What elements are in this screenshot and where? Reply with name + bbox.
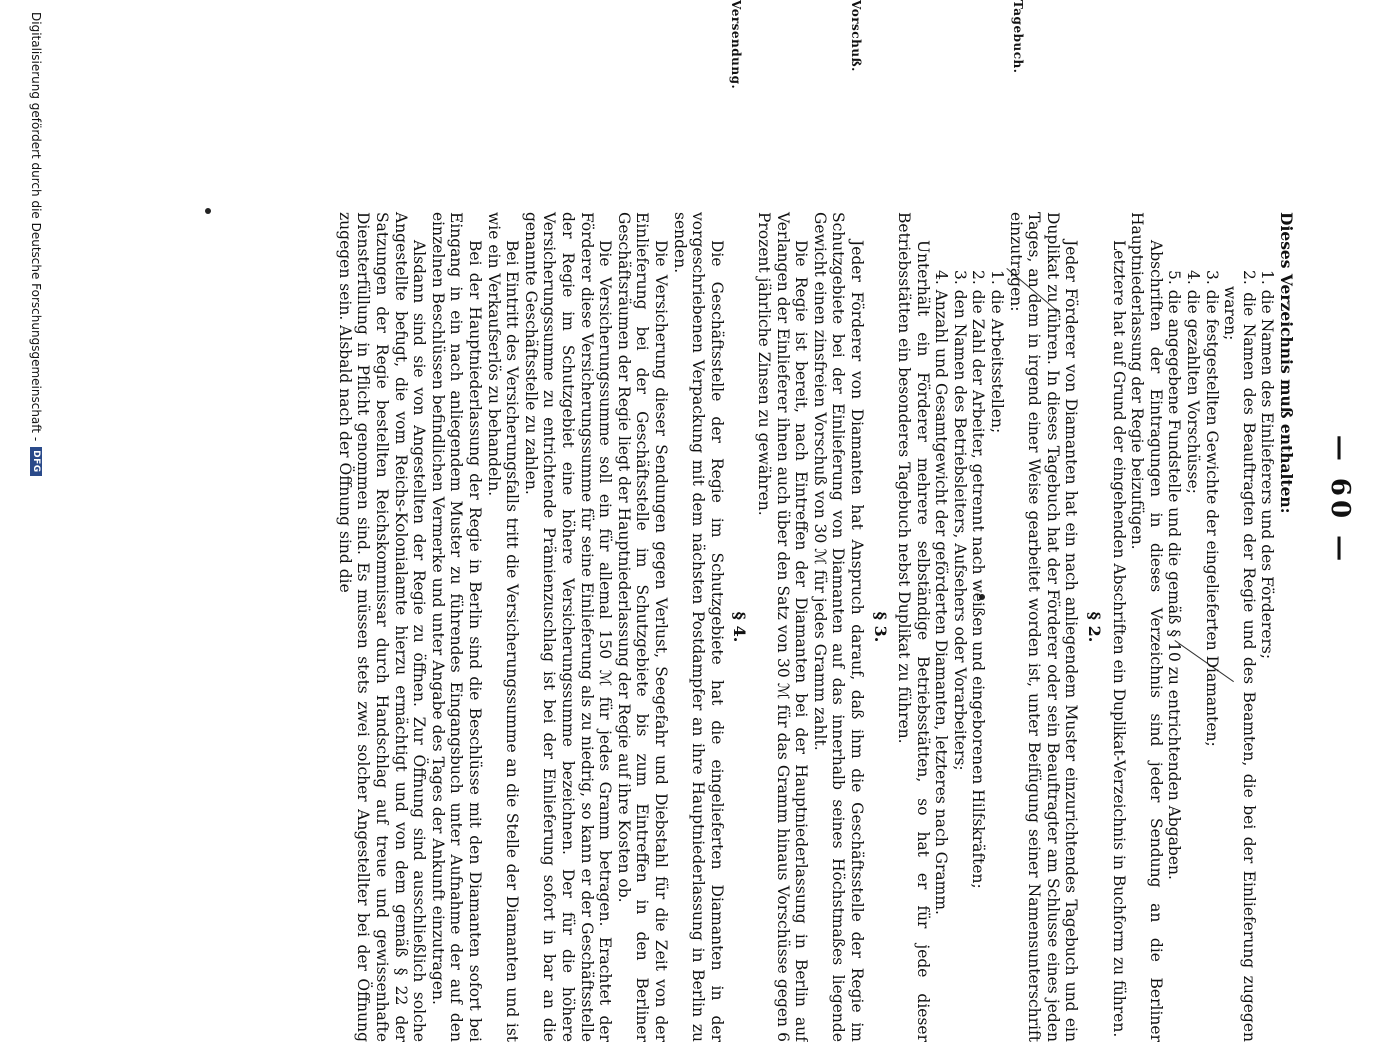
main-text: [335, 212, 1295, 1042]
sidenote-vorschuss: Vorschuß.: [849, 0, 863, 72]
section-title-4: § 4.: [730, 611, 750, 643]
list-item: 1. die Arbeitsstellen;: [988, 270, 1007, 434]
list-item: 5. die angegebene Fundstelle und die gemäß § 10 zu entrichtenden Abgaben.: [1165, 270, 1184, 880]
footer-text: Digitalisierung gefördert durch die Deutsche Forschungsgemeinschaft -: [29, 12, 43, 442]
sidenote-versendung: Versendung.: [729, 0, 743, 90]
digitization-footer: [29, 12, 43, 988]
paragraph: Die Regie ist bereit, nach Eintreffen der Diamanten bei der Hauptniederlassung in Berlin auf Verlangen der Einlieferer ihnen auch über den Satz von 30 ℳ für das Gramm hinaus Vorschüsse gegen 6 Prozent jährliche Zinsen zu gewähren.: [754, 212, 811, 1042]
paragraph: Abschriften der Eintragungen in dieses Verzeichnis sind jeder Sendung an die Berliner Hauptniederlassung der Regie beizufügen.: [1128, 212, 1165, 1042]
list-item: 2. die Namen des Beauftragten der Regie und des Beamten, die bei der Einlieferung zugegen waren;: [1221, 270, 1258, 1042]
paragraph: Jeder Förderer von Diamanten hat ein nach anliegendem Muster einzurichtendes Tagebuch und ein Duplikat zu führen. In dieses Tagebuch hat der Förderer oder sein Beauftragter am Schlusse eines jeden Tages, an dem in irgend einer Weise gearbeitet worden ist, unter Beifügung seiner Namensunterschrift einzutragen:: [1006, 212, 1081, 1042]
paragraph: Die Versicherungssumme soll ein für allemal 150 ℳ für jedes Gramm betragen. Erachtet der Förderer diese Versicherungssumme für seine Einlieferung als zu niedrig, so kann er der Geschäftsstelle der Regie im Schutzgebiet eine höhere Versicherungssumme bezeichnen. Der für die höhere Versicherungssumme zu entrichtende Prämienzuschlag ist bei der Einlieferung sofort in bar an die genannte Geschäftsstelle zu zahlen.: [521, 212, 615, 1042]
paragraph: Bei Eintritt des Versicherungsfalls tritt die Versicherungssumme an die Stelle der Diamanten und ist wie ein Verkaufserlös zu behandeln.: [484, 212, 522, 1042]
section-title-2: § 2.: [1085, 611, 1105, 643]
paragraph: Die Versicherung dieser Sendungen gegen Verlust, Seegefahr und Diebstahl für die Zeit von der Einlieferung bei der Geschäftsstelle im Schutzgebiete bis zum Eintreffen in den Berliner Geschäftsräumen der Regie liegt der Hauptniederlassung der Regie auf ihre Kosten ob.: [614, 212, 670, 1042]
paragraph: Unterhält ein Förderer mehrere selbständige Betriebsstätten, so hat er für jede dieser Betriebsstätten ein besonderes Tagebuch nebst Duplikat zu führen.: [895, 212, 932, 1042]
list-item: 4. die gezahlten Vorschüsse;: [1184, 270, 1203, 494]
intro-heading: Dieses Verzeichnis muß enthalten:: [1277, 212, 1296, 514]
paragraph: Letztere hat auf Grund der eingehenden Abschriften ein Duplikat-Verzeichnis in Buchform zu führen.: [1109, 240, 1128, 1038]
dfg-logo-icon: DFG: [30, 447, 42, 476]
section-title-3: § 3.: [870, 611, 890, 643]
page-number: — 60 —: [1325, 434, 1355, 566]
paragraph: Alsdann sind sie von Angestellten der Regie zu öffnen. Zur Öffnung sind ausschließlich solche Angestellte befugt, die vom Reichs-Kolonialamte hierzu ermächtigt und von dem gemäß § 22 der Satzungen der Regie bestellten Reichskommissar durch Handschlag auf treue und gewissenhafte Diensterfüllung in Pflicht genommen sind. Es müssen stets zwei solcher Angestellter bei der Öffnung zugegen sein. Alsbald nach der Öffnung sind die: [335, 212, 429, 1042]
ink-dot: [205, 208, 211, 214]
list-item: 3. den Namen des Betriebsleiters, Aufsehers oder Vorarbeiters;: [950, 270, 969, 771]
paragraph: Die Geschäftsstelle der Regie im Schutzgebiete hat die eingelieferten Diamanten in der vorgeschriebenen Verpackung mit dem nächsten Postdampfer an ihre Hauptniederlassung in Berlin zu senden.: [670, 212, 726, 1042]
paragraph: Bei der Hauptniederlassung der Regie in Berlin sind die Beschlüsse mit den Diamanten sofort bei Eingang in ein nach anliegendem Muster zu führendes Eingangsbuch unter Aufnahme der auf den einzelnen Beschlüssen befindlichen Vermerke und unter Angabe des Tages der Ankunft einzutragen.: [428, 212, 485, 1042]
sidenote-tagebuch: Tagebuch.: [1011, 0, 1025, 74]
list-item: 1. die Namen des Einlieferers und des Förderers;: [1258, 270, 1277, 660]
list-item: 3. die festgestellten Gewichte der eingelieferten Diamanten;: [1202, 270, 1221, 747]
list-item: 4. Anzahl und Gesamtgewicht der geförderten Diamanten, letzteres nach Gramm.: [932, 270, 951, 915]
list-item: 2. die Zahl der Arbeiter, getrennt nach weißen und eingeborenen Hilfskräften;: [969, 270, 988, 889]
paragraph: Jeder Förderer von Diamanten hat Anspruch darauf, daß ihm die Geschäftsstelle der Regie im Schutzgebiete bei der Einlieferung von Diamanten auf das innerhalb seines Höchstmaßes liegende Gewicht einen zinsfreien Vorschuß von 30 ℳ für jedes Gramm zahlt.: [810, 212, 866, 1042]
